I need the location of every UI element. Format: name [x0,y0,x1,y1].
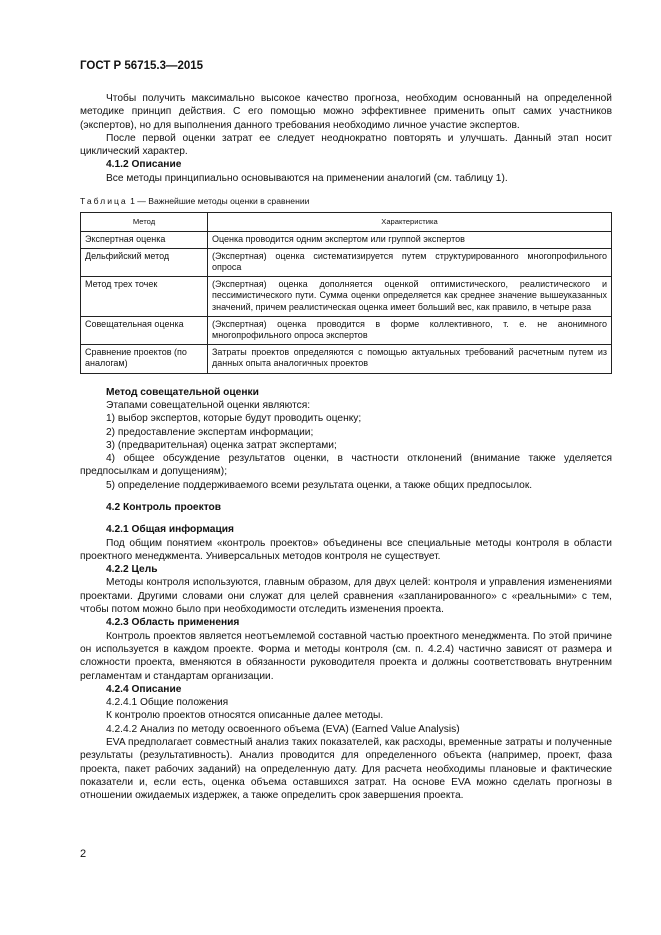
table-row [81,248,612,276]
section-4-2-3-text: Контроль проектов является неотъемлемой составной частью проектного менеджмента. По этой причине он используется в каждом проекте. Форма и методы контроля (см. п. 4.2.4) частично зависят от размера и сложности проекта, вменяются в обязанности руководителя проекта и должны соответствовать внутренним регламентам и стандартам организации. [80,630,612,682]
characteristic-cell: (Экспертная) оценка проводится в форме коллективного, т. е. не анонимного многопрофильного опроса экспертов [208,316,612,344]
section-4-2-4-1-text: К контролю проектов относятся описанные далее методы. [106,710,384,722]
table-row [81,345,612,373]
list-item: 2) предоставление экспертам информации; [106,426,314,438]
methods-table [80,212,612,373]
page-number: 2 [80,848,87,860]
characteristic-cell: (Экспертная) оценка систематизируется путем структурированного многопрофильного опроса [208,248,612,276]
column-header-characteristic: Характеристика [208,213,612,231]
table-row [81,231,612,248]
page-body [80,92,612,803]
section-4-2-2-heading: 4.2.2 Цель [106,564,158,576]
table-caption-text: 1 — Важнейшие методы оценки в сравнении [130,196,310,207]
section-4-2-2-text: Методы контроля используются, главным образом, для двух целей: контроля и управления изменениями проектами. Другими словами они служат для целей сравнения «запланированного» с «реальными» с тем, чтобы потом можно было при необходимости отследить изменения проекта. [80,577,612,616]
section-4-2-1-heading: 4.2.1 Общая информация [106,524,234,536]
list-item: 3) (предварительная) оценка затрат экспертами; [106,439,337,451]
table-header-row [81,213,612,231]
section-4-2-4-2-text: EVA предполагает совместный анализ таких показателей, как расходы, временные затраты и полученные результаты (результативность). Анализ проводится для определенного объекта (например, проект, фаза проекта, пакет рабочих заданий) на определенную дату. Для расчета необходимы плановые и фактические показатели и, если есть, оценка объема оставшихся затрат. На основе EVA можно сделать прогнозы в отношении ожидаемых издержек, а также определить срок завершения проекта. [80,737,612,802]
method-cell: Совещательная оценка [81,316,208,344]
section-4-2-1-text: Под общим понятием «контроль проектов» объединены все специальные методы контроля в области проектного менеджмента. Универсальных методов контроля не существует. [80,537,612,562]
section-4-2-4-2-heading: 4.2.4.2 Анализ по методу освоенного объема (EVA) (Earned Value Analysis) [106,723,460,735]
intro-paragraph-1: Чтобы получить максимально высокое качество прогноза, необходим основанный на определенной методике принцип действия. С его помощью можно эффективнее применить опыт самих участников (экспертов), но для выполнения данного требования необходимо личное участие экспертов. [80,93,612,131]
consult-method-heading: Метод совещательной оценки [106,386,259,398]
section-4-1-2-heading: 4.1.2 Описание [106,159,182,171]
document-header: ГОСТ Р 56715.3—2015 [80,60,204,72]
table-caption-label: Таблица [80,196,128,207]
intro-paragraph-2: После первой оценки затрат ее следует неоднократно повторять и улучшать. Данный этап носит циклический характер. [80,132,612,158]
column-header-method: Метод [81,213,208,231]
characteristic-cell: Оценка проводится одним экспертом или группой экспертов [208,231,612,248]
characteristic-cell: (Экспертная) оценка дополняется оценкой оптимистического, реалистического и пессимистического пути. Сумма оценки определяется как среднее значение вышеуказанных значений, причем реалистическая оценка имеет больший вес, как правило, в четыре раза [208,277,612,317]
table-row [81,316,612,344]
characteristic-cell: Затраты проектов определяются с помощью актуальных требований расчетным путем из данных опыта аналогичных проектов [208,345,612,373]
method-cell: Дельфийский метод [81,248,208,276]
section-4-2-heading: 4.2 Контроль проектов [106,501,222,513]
table-row [81,277,612,317]
method-cell: Метод трех точек [81,277,208,317]
consult-method-intro: Этапами совещательной оценки являются: [106,399,311,411]
section-4-2-3-heading: 4.2.3 Область применения [106,617,240,629]
method-cell: Экспертная оценка [81,231,208,248]
section-4-2-4-1-heading: 4.2.4.1 Общие положения [106,697,229,709]
section-4-2-4-heading: 4.2.4 Описание [106,683,182,695]
list-item: 4) общее обсуждение результатов оценки, в частности отклонений (внимание также уделяется предпосылкам и допущениям); [80,453,612,478]
table-caption [80,195,612,208]
section-4-1-2-text: Все методы принципиально основываются на применении аналогий (см. таблицу 1). [106,172,508,184]
method-cell: Сравнение проектов (по аналогам) [81,345,208,373]
list-item: 1) выбор экспертов, которые будут проводить оценку; [106,413,362,425]
list-item: 5) определение поддерживаемого всеми результата оценки, а также общих предпосылок. [106,479,533,491]
